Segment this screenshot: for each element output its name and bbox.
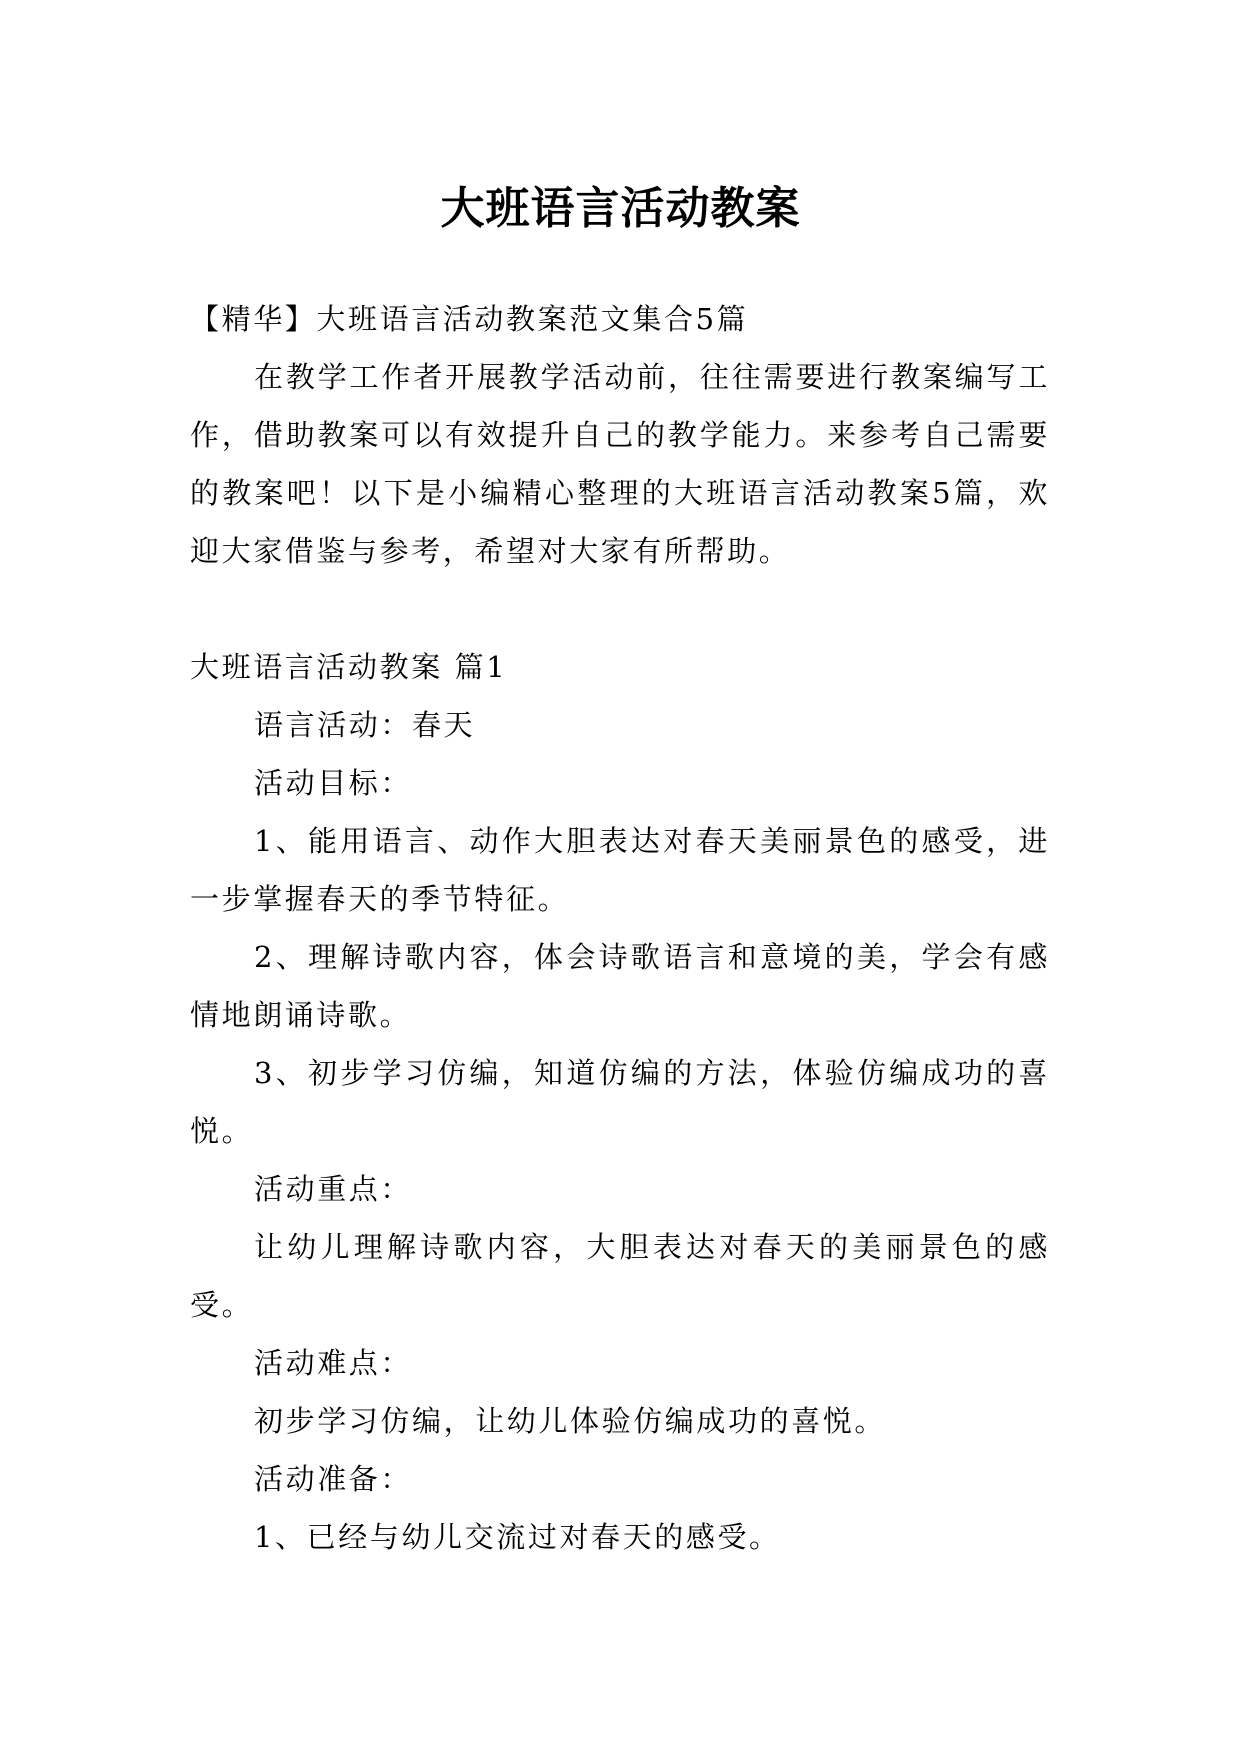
goal-item-1: 1、能用语言、动作大胆表达对春天美丽景色的感受，进一步掌握春天的季节特征。 (190, 824, 1050, 916)
key-point-text: 让幼儿理解诗歌内容，大胆表达对春天的美丽景色的感受。 (190, 1230, 1050, 1322)
difficulty-label: 活动难点： (254, 1346, 413, 1380)
activity-topic: 语言活动：春天 (254, 708, 476, 742)
difficulty-text: 初步学习仿编，让幼儿体验仿编成功的喜悦。 (254, 1404, 887, 1438)
document-body (190, 290, 1050, 1566)
section-spacer (190, 580, 1050, 638)
goals-label: 活动目标： (254, 766, 413, 800)
document-title: 大班语言活动教案 (440, 183, 801, 235)
key-point-label: 活动重点： (254, 1172, 413, 1206)
goal-item-3: 3、初步学习仿编，知道仿编的方法，体验仿编成功的喜悦。 (190, 1056, 1050, 1148)
section-heading: 大班语言活动教案 篇1 (190, 650, 508, 684)
goal-item-2: 2、理解诗歌内容，体会诗歌语言和意境的美，学会有感情地朗诵诗歌。 (190, 940, 1050, 1032)
preparation-item-1: 1、已经与幼儿交流过对春天的感受。 (254, 1520, 781, 1554)
intro-paragraph: 在教学工作者开展教学活动前，往往需要进行教案编写工作，借助教案可以有效提升自己的教学能力。来参考自己需要的教案吧！以下是小编精心整理的大班语言活动教案5篇，欢迎大家借鉴与参考，希望对大家有所帮助。 (190, 360, 1050, 568)
document-subtitle: 【精华】大班语言活动教案范文集合5篇 (190, 302, 749, 336)
preparation-label: 活动准备： (254, 1462, 413, 1496)
